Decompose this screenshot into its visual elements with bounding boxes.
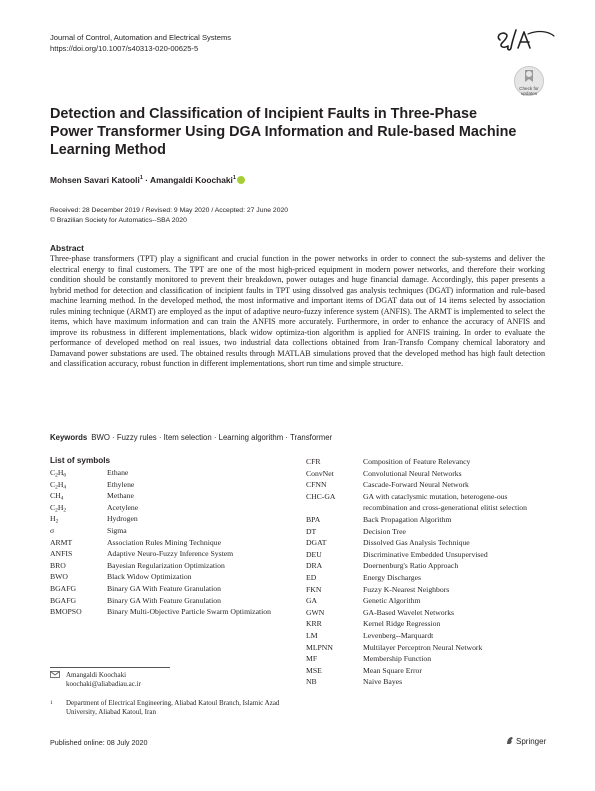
symbol-desc: Adaptive Neuro-Fuzzy Inference System: [107, 549, 234, 559]
symbol-key: ConvNet: [306, 468, 334, 478]
symbol-row: [306, 514, 551, 526]
symbol-row: [306, 676, 551, 688]
symbol-row: [50, 583, 285, 595]
symbol-key: DRA: [306, 561, 323, 571]
symbol-key: KRR: [306, 619, 322, 629]
symbol-desc: Hydrogen: [107, 514, 138, 524]
author-separator: ·: [142, 175, 151, 185]
symbol-key: ARMT: [50, 537, 73, 547]
symbol-row: [306, 642, 551, 654]
email-link[interactable]: koochaki@aliabadiau.ac.ir: [66, 680, 141, 688]
symbol-row: [50, 490, 285, 502]
symbol-desc: Energy Discharges: [363, 572, 421, 582]
symbol-desc: Doernenburg's Ratio Approach: [363, 561, 459, 571]
symbol-desc: Ethane: [107, 468, 129, 477]
symbol-row: [306, 549, 551, 561]
symbol-key: $H_2$: [50, 514, 59, 525]
author-list: [50, 175, 245, 185]
symbol-row: [306, 491, 551, 514]
symbol-desc: GA-Based Wavelet Networks: [363, 607, 455, 617]
symbol-row: [306, 526, 551, 538]
symbol-key: BPA: [306, 514, 321, 524]
symbol-desc: Composition of Feature Relevancy: [363, 457, 471, 466]
symbol-desc: Acetylene: [107, 502, 139, 512]
symbol-desc: Membership Function: [363, 654, 432, 664]
history-dates: Received: 28 December 2019 / Revised: 9 May 2020 / Accepted: 27 June 2020: [50, 207, 289, 214]
affiliation-marker: 1: [232, 175, 236, 182]
symbol-desc: Convolutional Neural Networks: [363, 468, 462, 478]
corresponding-author: [50, 671, 141, 689]
symbol-desc: Mean Square Error: [363, 665, 422, 675]
keywords-list: BWO · Fuzzy rules · Item selection · Learning algorithm · Transformer: [91, 433, 333, 442]
symbol-key: FKN: [306, 584, 322, 594]
symbol-key: LM: [306, 630, 318, 640]
author-name[interactable]: Amangaldi Koochaki: [150, 175, 233, 185]
symbol-desc: Binary GA With Feature Granulation: [107, 583, 221, 593]
author-name[interactable]: Mohsen Savari Katooli: [50, 175, 140, 185]
symbol-row: [306, 607, 551, 619]
paper-title: Detection and Classification of Incipient Faults in Three-Phase Power Transformer Using DGA Information and Rule-based Machine Learning Method: [50, 106, 517, 158]
symbol-row: [306, 630, 551, 642]
article-history: [50, 206, 288, 225]
symbol-key: BWO: [50, 572, 68, 582]
symbol-key: GWN: [306, 607, 325, 617]
symbol-row: [50, 525, 285, 537]
symbol-key: $CH_4$: [50, 491, 64, 502]
symbol-key: MF: [306, 654, 318, 664]
affiliation: [50, 699, 286, 717]
symbol-row: [306, 468, 551, 480]
symbol-desc: Binary GA With Feature Granulation: [107, 595, 221, 605]
symbol-desc: Levenberg--Marquardt: [363, 630, 434, 640]
symbol-key: DEU: [306, 549, 322, 559]
symbol-key: CFR: [306, 457, 321, 466]
corresponding-author-name: Amangaldi Koochaki: [66, 671, 127, 679]
footnote-divider: [50, 667, 170, 668]
bookmark-icon: [515, 67, 543, 87]
symbol-desc: Cascade-Forward Neural Network: [363, 480, 469, 490]
symbols-heading: List of symbols: [50, 456, 111, 465]
keywords-label: Keywords: [50, 433, 88, 442]
symbol-key: GA: [306, 596, 318, 606]
affiliation-marker: 1: [139, 175, 143, 182]
symbol-key: $C_2H_2$: [50, 502, 67, 514]
symbols-list-right: [306, 456, 551, 688]
symbol-row: [50, 537, 285, 549]
symbol-key: CHC-GA: [306, 491, 336, 501]
symbol-row: [306, 479, 551, 491]
symbol-key: DGAT: [306, 538, 327, 548]
symbol-desc: Sigma: [107, 525, 127, 535]
symbol-key: ED: [306, 572, 317, 582]
symbol-row: [50, 560, 285, 572]
symbol-row: [306, 456, 551, 468]
symbol-row: [50, 513, 285, 525]
symbol-key: DT: [306, 526, 317, 536]
orcid-icon[interactable]: [237, 176, 245, 184]
symbol-row: [50, 606, 285, 618]
journal-name: Journal of Control, Automation and Electrical Systems: [50, 33, 232, 42]
symbol-desc: Genetic Algorithm: [363, 596, 421, 606]
symbol-row: [306, 618, 551, 630]
envelope-icon: [50, 671, 66, 689]
symbol-key: BGAFG: [50, 595, 77, 605]
symbol-row: [306, 665, 551, 677]
copyright-line: © Brazilian Society for Automatics--SBA 2020: [50, 216, 187, 224]
journal-logo: [494, 26, 556, 52]
symbol-desc: Discriminative Embedded Unsupervised: [363, 549, 488, 559]
symbol-row: [50, 467, 285, 479]
symbol-desc: Multilayer Perceptron Neural Network: [363, 642, 483, 652]
symbol-desc: Binary Multi-Objective Particle Swarm Optimization: [107, 607, 271, 617]
symbol-desc: GA with cataclysmic mutation, heterogene-ous recombination and cross-generational elitist selection: [363, 491, 527, 513]
symbol-desc: Naive Bayes: [363, 677, 403, 687]
symbol-key: $C_2H_6$: [50, 468, 67, 479]
symbol-key: MLPNN: [306, 642, 333, 652]
symbol-key: NB: [306, 677, 317, 687]
keywords: [50, 433, 332, 442]
symbol-row: [306, 537, 551, 549]
symbol-key: BRO: [50, 560, 66, 570]
doi-link[interactable]: https://doi.org/10.1007/s40313-020-00625-5: [50, 44, 199, 53]
symbol-desc: Decision Tree: [363, 526, 406, 536]
symbol-key: CFNN: [306, 480, 327, 490]
symbol-desc: Bayesian Regularization Optimization: [107, 560, 225, 570]
journal-header: [50, 32, 231, 54]
abstract-body: Three-phase transformers (TPT) play a significant and crucial function in the power networks in order to connect the sub-systems and deliver the electrical energy to final customers. The TPT are one of the most high-priced equipment in modern power networks, and therefore their working condition should be constantly monitored to prevent their breakdown, power outages and huge financial damage. Accordingly, this paper presents a hybrid method for detection and classification of incipient faults in TPT using dissolved gas analysis techniques (DGAT) information and rule-based machine learning method. In the developed method, the most informative and important items of DGAT data out of 14 items selected by association rules mining technique (ARMT) are employed as the input of adaptive neuro-fuzzy inference system (ANFIS). The ARMT is implemented to select the items, which have maximum information and can train the ANFIS more accurately. Furthermore, in order to enhance the accuracy of ANFIS and improve its robustness in different implementations, black widow optimiza-tion algorithm is applied for ANFIS training. In order to evaluate the performance of developed method on real issues, two industrial data collections obtained from Iran-Transfo Company chemical laboratory and Damavand power substations are used. The obtained results through MATLAB simulations proved that the developed method has high fault detection and classification accuracy, robust function in different implementations, short run time and simple structure.: [50, 254, 545, 369]
symbol-key: BMOPSO: [50, 607, 82, 617]
abstract-heading: Abstract: [50, 243, 84, 253]
symbol-desc: Dissolved Gas Analysis Technique: [363, 538, 470, 548]
symbol-row: [50, 595, 285, 607]
symbol-desc: Fuzzy K-Nearest Neighbors: [363, 584, 450, 594]
symbol-key: BGAFG: [50, 583, 77, 593]
symbol-desc: Back Propagation Algorithm: [363, 514, 452, 524]
symbol-row: [306, 584, 551, 596]
symbol-row: [50, 502, 285, 514]
symbol-key: MSE: [306, 665, 322, 675]
symbol-row: [50, 548, 285, 560]
symbol-desc: Association Rules Mining Technique: [107, 537, 221, 547]
symbol-row: [306, 572, 551, 584]
check-for-updates-label: Check for updates: [519, 86, 539, 97]
symbol-key: $C_2H_4$: [50, 479, 67, 491]
affiliation-text: Department of Electrical Engineering, Aliabad Katoul Branch, Islamic Azad University, Aliabad Katoul, Iran: [66, 699, 280, 716]
publisher-logo: [506, 736, 546, 746]
springer-horse-icon: [506, 736, 514, 745]
symbol-row: [50, 571, 285, 583]
symbol-desc: Black Widow Optimization: [107, 572, 192, 582]
symbol-row: [306, 595, 551, 607]
symbol-key: σ: [50, 525, 55, 535]
symbol-desc: Ethylene: [107, 479, 135, 489]
published-online: Published online: 08 July 2020: [50, 738, 148, 747]
symbol-row: [306, 653, 551, 665]
symbol-row: [50, 479, 285, 491]
symbol-desc: Kernel Ridge Regression: [363, 619, 441, 629]
symbol-row: [306, 560, 551, 572]
symbols-list-left: [50, 467, 285, 618]
publisher-name: Springer: [516, 737, 547, 746]
symbol-key: ANFIS: [50, 549, 73, 559]
affiliation-number: 1: [50, 700, 53, 706]
symbol-desc: Methane: [107, 491, 134, 501]
